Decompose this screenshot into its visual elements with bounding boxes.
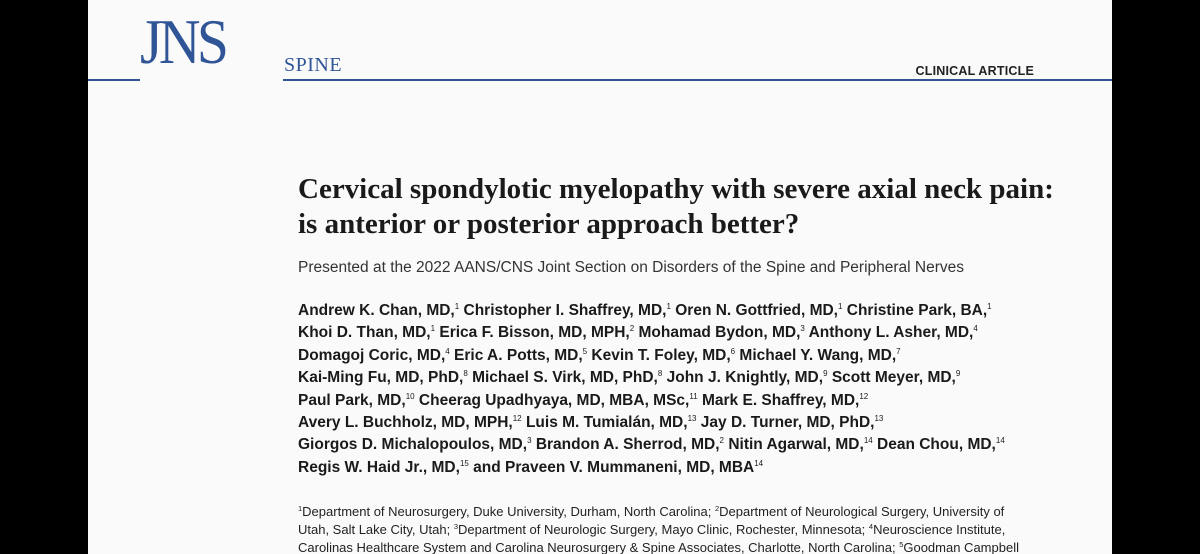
- article-type-label: CLINICAL ARTICLE: [915, 64, 1034, 78]
- author-name: Andrew K. Chan, MD,: [298, 302, 455, 319]
- author-affiliation-number: 10: [405, 391, 415, 401]
- author-name: Avery L. Buchholz, MD, MPH,: [298, 414, 513, 432]
- author-line: [298, 457, 1078, 479]
- article-page: [88, 0, 1112, 554]
- author-name: Erica F. Bisson, MD, MPH,: [439, 324, 630, 342]
- affiliation-line: [298, 539, 1058, 554]
- author-name: Christine Park, BA,: [846, 302, 988, 319]
- author-affiliation-number: 1: [837, 302, 843, 311]
- author-name: Domagoj Coric, MD,: [298, 346, 446, 364]
- author-name: Kai-Ming Fu, MD, PhD,: [298, 369, 464, 387]
- affiliation-number: 5: [899, 540, 904, 549]
- author-affiliation-number: 1: [430, 324, 436, 334]
- author-name: Scott Meyer, MD,: [831, 369, 956, 387]
- author-line: [298, 412, 1078, 434]
- author-affiliation-number: 15: [459, 458, 469, 468]
- author-affiliation-number: 5: [582, 346, 588, 356]
- affiliation-text: Department of Neurological Surgery, University of: [719, 504, 1005, 519]
- author-affiliation-number: 14: [863, 436, 873, 446]
- author-affiliation-number: 7: [896, 346, 901, 356]
- author-line: [298, 345, 1078, 367]
- author-name: Oren N. Gottfried, MD,: [675, 302, 838, 319]
- author-name: Mark E. Shaffrey, MD,: [701, 391, 860, 409]
- author-name: Brandon A. Sherrod, MD,: [535, 436, 720, 454]
- author-list: [298, 300, 1078, 479]
- author-name: Christopher I. Shaffrey, MD,: [463, 302, 667, 319]
- author-affiliation-number: 3: [800, 324, 805, 334]
- author-name: John J. Knightly, MD,: [666, 369, 824, 387]
- author-affiliation-number: 14: [995, 436, 1005, 446]
- header-rule-left: [88, 79, 140, 81]
- author-line: [298, 434, 1078, 456]
- affiliation-text: Department of Neurologic Surgery, Mayo Clinic, Rochester, Minnesota;: [458, 522, 869, 537]
- author-affiliation-number: 3: [527, 436, 532, 446]
- author-affiliation-number: 8: [463, 369, 468, 379]
- author-affiliation-number: 14: [754, 458, 764, 468]
- author-name: Michael S. Virk, MD, PhD,: [472, 369, 658, 387]
- affiliation-text: Utah, Salt Lake City, Utah;: [298, 522, 454, 537]
- affiliation-line: [298, 503, 1058, 521]
- author-line: [298, 390, 1078, 412]
- author-affiliation-number: 2: [629, 324, 635, 334]
- article-title: Cervical spondylotic myelopathy with severe axial neck pain: is anterior or posterior approach better?: [298, 173, 1054, 240]
- author-affiliation-number: 9: [823, 369, 828, 379]
- author-name: Kevin T. Foley, MD,: [591, 346, 731, 364]
- author-affiliation-number: 4: [445, 346, 450, 356]
- affiliations: [298, 503, 1058, 554]
- author-name: Nitin Agarwal, MD,: [728, 436, 864, 454]
- author-name: Michael Y. Wang, MD,: [739, 346, 897, 364]
- author-line: [298, 300, 1078, 322]
- author-name: Luis M. Tumialán, MD,: [525, 414, 688, 432]
- presented-note: Presented at the 2022 AANS/CNS Joint Section on Disorders of the Spine and Peripheral Nerves: [298, 259, 965, 276]
- author-affiliation-number: 6: [730, 346, 736, 356]
- affiliation-number: 3: [453, 522, 459, 531]
- author-name: Cheerag Upadhyaya, MD, MBA, MSc,: [418, 391, 690, 409]
- author-affiliation-number: 9: [955, 369, 961, 379]
- author-name: Jay D. Turner, MD, PhD,: [700, 414, 875, 432]
- author-affiliation-number: 2: [719, 436, 724, 446]
- author-affiliation-number: 13: [687, 414, 697, 424]
- journal-logo-main: JNS: [140, 6, 226, 77]
- author-line: [298, 322, 1078, 344]
- affiliation-number: 1: [298, 504, 303, 513]
- journal-logo: [140, 6, 343, 77]
- affiliation-text: Department of Neurosurgery, Duke University, Durham, North Carolina;: [302, 504, 715, 519]
- affiliation-number: 2: [714, 504, 720, 513]
- author-affiliation-number: 1: [454, 302, 460, 311]
- journal-logo-sub: SPINE: [284, 54, 343, 76]
- author-name: Dean Chou, MD,: [877, 436, 996, 454]
- author-name: Mohamad Bydon, MD,: [638, 324, 801, 342]
- author-name: Anthony L. Asher, MD,: [808, 324, 974, 342]
- author-name: Paul Park, MD,: [298, 391, 406, 409]
- affiliation-text: Carolinas Healthcare System and Carolina Neurosurgery & Spine Associates, Charlotte, North Carolina;: [298, 540, 900, 554]
- author-affiliation-number: 12: [859, 391, 869, 401]
- affiliation-text: Neuroscience Institute,: [873, 522, 1006, 537]
- author-name: Regis W. Haid Jr., MD,: [298, 458, 460, 476]
- author-name: and Praveen V. Mummaneni, MD, MBA: [473, 458, 755, 476]
- affiliation-text: Goodman Campbell: [903, 540, 1019, 554]
- author-line: [298, 367, 1078, 389]
- author-name: Giorgos D. Michalopoulos, MD,: [298, 436, 528, 454]
- author-affiliation-number: 8: [657, 369, 663, 379]
- author-affiliation-number: 1: [987, 302, 992, 311]
- author-name: Khoi D. Than, MD,: [298, 324, 431, 342]
- affiliation-number: 4: [868, 522, 874, 531]
- author-affiliation-number: 1: [666, 302, 671, 311]
- author-affiliation-number: 12: [512, 414, 522, 424]
- author-name: Eric A. Potts, MD,: [454, 346, 583, 364]
- author-affiliation-number: 4: [973, 324, 978, 334]
- affiliation-line: [298, 521, 1058, 539]
- header-rule-right: [283, 79, 1112, 81]
- author-affiliation-number: 13: [874, 414, 884, 424]
- author-affiliation-number: 11: [689, 391, 698, 401]
